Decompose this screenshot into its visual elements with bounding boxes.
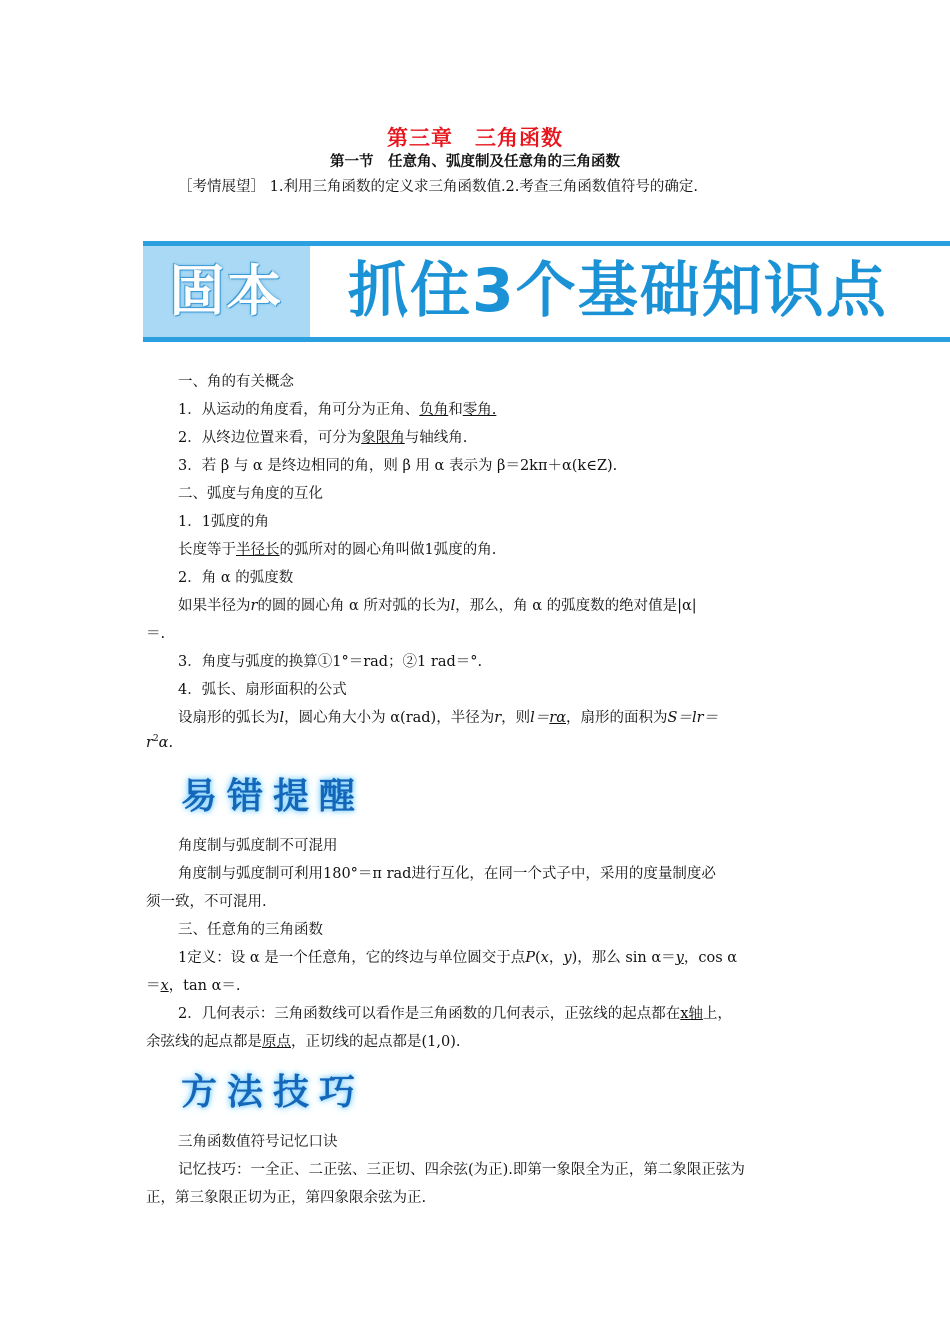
part3-geo-cont xyxy=(146,1030,460,1051)
var-y: y xyxy=(563,950,572,966)
exam-outlook: ［考情展望］ 1.利用三角函数的定义求三角函数值.2.考查三角函数值符号的确定. xyxy=(178,179,698,195)
text: ( xyxy=(535,950,541,966)
var-r: r xyxy=(494,710,502,726)
text: 上， xyxy=(702,1006,732,1022)
text: 设扇形的弧长为 xyxy=(178,710,280,726)
text: ，cos α xyxy=(683,950,738,966)
part2-sub4: 4．弧长、扇形面积的公式 xyxy=(178,682,347,698)
var-x: x xyxy=(540,950,549,966)
var-l: l xyxy=(450,598,456,614)
method-tips-badge: 方法技巧 xyxy=(181,1072,366,1113)
text: ，扇形的面积为 xyxy=(566,710,668,726)
text: 2．几何表示：三角函数线可以看作是三角函数的几何表示，正弦线的起点都在 xyxy=(178,1006,681,1022)
text: 的圆的圆心角 α 所对弧的长为 xyxy=(257,598,451,614)
part2-sub1-text xyxy=(178,538,496,559)
text: α. xyxy=(158,734,174,751)
tip2-line2: 正，第三象限正切为正，第四象限余弦为正. xyxy=(146,1190,427,1206)
blank-answer: 象限角 xyxy=(361,430,405,446)
text: 长度等于 xyxy=(178,542,236,558)
text: ，那么，角 α 的弧度数的绝对值是|α| xyxy=(455,598,697,614)
part1-line1 xyxy=(178,398,496,419)
part2-sub2-cont: ＝. xyxy=(146,626,166,642)
text: ，圆心角大小为 α(rad)，半径为 xyxy=(284,710,495,726)
text: ，tan α＝. xyxy=(168,978,241,994)
part3-heading: 三、任意角的三角函数 xyxy=(178,922,323,938)
part2-sub2-text xyxy=(178,594,697,615)
banner-label: 固本 xyxy=(169,259,284,323)
part2-sub2: 2．角 α 的弧度数 xyxy=(178,570,294,586)
part2-sub4-text xyxy=(178,706,718,727)
text: ，正切线的起点都是(1,0). xyxy=(291,1034,461,1050)
tip1-line2: 须一致，不可混用. xyxy=(146,894,267,910)
text: 和 xyxy=(448,402,463,418)
formula: l＝ xyxy=(530,710,550,726)
part3-def-cont xyxy=(146,974,241,995)
banner-label-box xyxy=(143,246,310,337)
part2-heading: 二、弧度与角度的互化 xyxy=(178,486,323,502)
chapter-title: 第三章 三角函数 xyxy=(387,126,563,150)
text: 的弧所对的圆心角叫做1弧度的角. xyxy=(279,542,497,558)
blank-answer: 零角. xyxy=(462,402,497,418)
tip1-title: 角度制与弧度制不可混用 xyxy=(178,838,338,854)
part3-def xyxy=(178,946,737,967)
part1-heading: 一、角的有关概念 xyxy=(178,374,294,390)
blank-answer: rα xyxy=(549,710,567,726)
text: 1定义：设 α 是一个任意角，它的终边与单位圆交于点 xyxy=(178,950,526,966)
part1-line2 xyxy=(178,426,467,447)
tip1-line1: 角度制与弧度制可利用180°＝π rad进行互化，在同一个式子中，采用的度量制度必 xyxy=(178,866,716,882)
var-l: l xyxy=(279,710,285,726)
part1-line3: 3．若 β 与 α 是终边相同的角，则 β 用 α 表示为 β＝2kπ＋α(k∈Z). xyxy=(178,458,618,474)
text: 2．从终边位置来看，可分为 xyxy=(178,430,362,446)
tip2-title: 三角函数值符号记忆口诀 xyxy=(178,1134,338,1150)
banner-title: 抓住3个基础知识点 xyxy=(348,256,888,326)
blank-answer: x轴 xyxy=(680,1006,703,1022)
var-r: r xyxy=(250,598,258,614)
part2-sub4-cont xyxy=(146,734,173,751)
exponent: 2 xyxy=(152,734,159,744)
part2-sub1: 1．1弧度的角 xyxy=(178,514,269,530)
text: 余弦线的起点都是 xyxy=(146,1034,262,1050)
mistake-alert-badge: 易错提醒 xyxy=(181,776,366,817)
tip2-line1: 记忆技巧：一全正、二正弦、三正切、四余弦(为正).即第一象限全为正，第二象限正弦为 xyxy=(178,1162,745,1178)
var-r: r xyxy=(146,734,153,751)
text: ＝ xyxy=(146,978,161,994)
knowledge-banner xyxy=(143,241,950,342)
blank-answer: y xyxy=(675,950,684,966)
text: 与轴线角. xyxy=(404,430,468,446)
formula: S＝lr＝ xyxy=(667,710,719,726)
var-p: P xyxy=(525,950,535,966)
text: ，则 xyxy=(501,710,531,726)
section-title: 第一节 任意角、弧度制及任意角的三角函数 xyxy=(330,154,620,170)
text: ， xyxy=(548,950,564,966)
text: )，那么 sin α＝ xyxy=(571,950,676,966)
blank-answer: 原点 xyxy=(262,1034,291,1050)
blank-answer: 负角 xyxy=(419,402,449,418)
blank-answer: 半径长 xyxy=(236,542,280,558)
part2-sub3: 3．角度与弧度的换算①1°＝rad；②1 rad＝°. xyxy=(178,654,483,670)
part3-geo xyxy=(178,1002,732,1023)
blank-answer: x xyxy=(160,978,169,994)
text: 如果半径为 xyxy=(178,598,251,614)
text: 1．从运动的角度看，角可分为正角、 xyxy=(178,402,420,418)
